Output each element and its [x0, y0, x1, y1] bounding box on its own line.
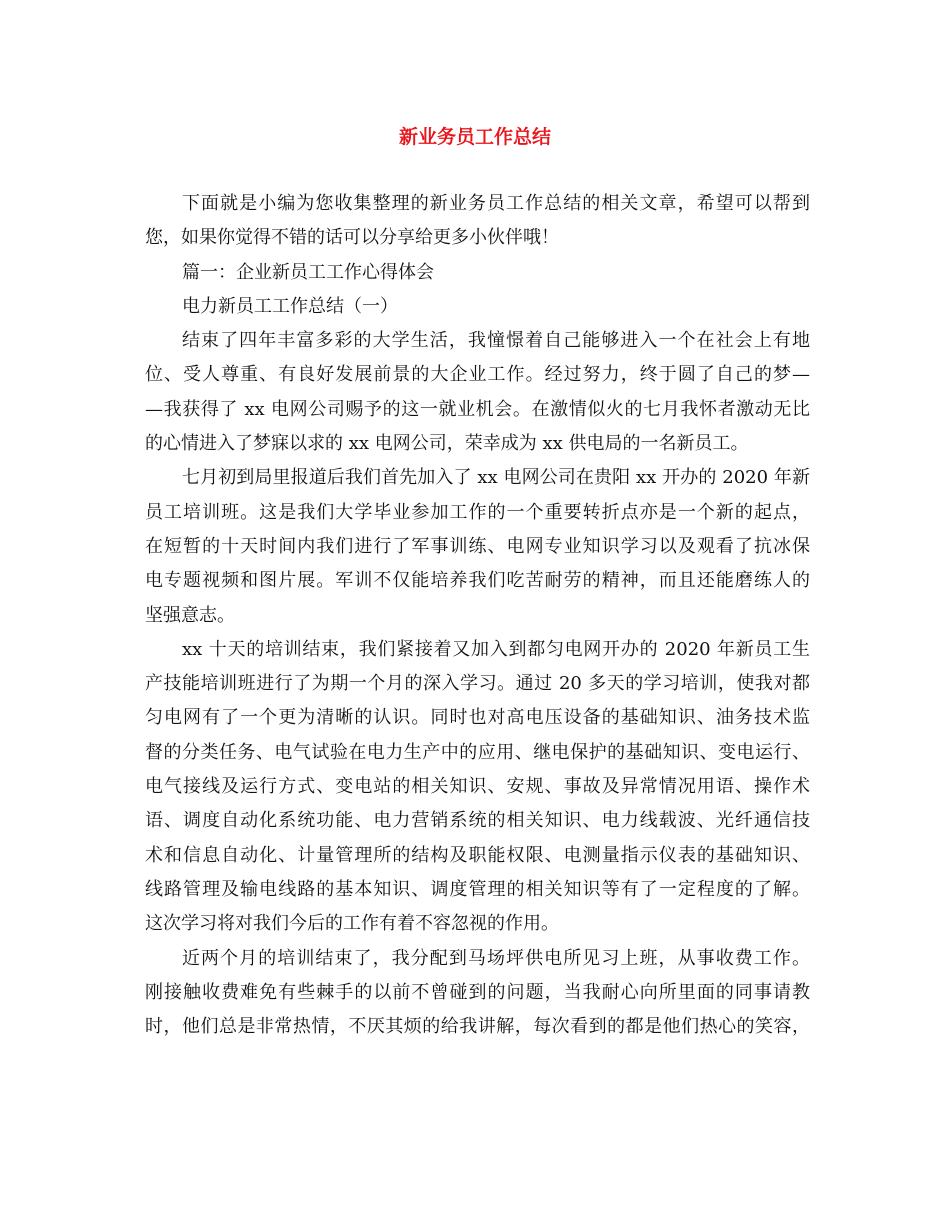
document-title: 新业务员工作总结 [398, 126, 551, 148]
text-line: 在短暂的十天时间内我们进行了军事训练、电网专业知识学习以及观看了抗冰保 [145, 535, 810, 557]
document-body [145, 187, 810, 1044]
text-line: 您，如果你觉得不错的话可以分享给更多小伙伴哦！ [145, 227, 559, 249]
text-line: 语、调度自动化系统功能、电力营销系统的相关知识、电力线载波、光纤通信技 [145, 810, 810, 832]
text-line: 术和信息自动化、计量管理所的结构及职能权限、电测量指示仪表的基础知识、 [145, 844, 810, 866]
text-line: 七月初到局里报道后我们首先加入了 xx 电网公司在贵阳 xx 开办的 2020 年新 [182, 467, 810, 489]
text-line: 下面就是小编为您收集整理的新业务员工作总结的相关文章，希望可以帮到 [182, 193, 810, 214]
text-line: 刚接触收费难免有些棘手的以前不曾碰到的问题，当我耐心向所里面的同事请教 [145, 981, 810, 1003]
text-line: 位、受人尊重、有良好发展前景的大企业工作。经过努力，终于圆了自己的梦— [145, 364, 810, 386]
text-line: 篇一：企业新员工工作心得体会 [182, 261, 434, 283]
text-line: xx 十天的培训结束，我们紧接着又加入到都匀电网开办的 2020 年新员工生 [182, 638, 810, 660]
text-line: 线路管理及输电线路的基本知识、调度管理的相关知识等有了一定程度的了解。 [145, 878, 810, 900]
text-line: 这次学习将对我们今后的工作有着不容忽视的作用。 [145, 913, 559, 935]
text-line: 产技能培训班进行了为期一个月的深入学习。通过 20 多天的学习培训，使我对都 [145, 673, 810, 695]
text-line: 电专题视频和图片展。军训不仅能培养我们吃苦耐劳的精神，而且还能磨练人的 [145, 570, 810, 592]
text-line: 员工培训班。这是我们大学毕业参加工作的一个重要转折点亦是一个新的起点， [145, 501, 810, 523]
text-line: 近两个月的培训结束了，我分配到马场坪供电所见习上班，从事收费工作。 [182, 947, 810, 969]
text-line: 的心情进入了梦寐以求的 xx 电网公司，荣幸成为 xx 供电局的一名新员工。 [145, 433, 749, 455]
text-line: 时，他们总是非常热情，不厌其烦的给我讲解，每次看到的都是他们热心的笑容， [145, 1016, 810, 1038]
text-line: 匀电网有了一个更为清晰的认识。同时也对高电压设备的基础知识、油务技术监 [145, 707, 810, 729]
text-line: 坚强意志。 [145, 604, 235, 626]
text-line: 电力新员工工作总结（一） [182, 295, 398, 317]
text-line: —我获得了 xx 电网公司赐予的这一就业机会。在激情似火的七月我怀者激动无比 [145, 398, 810, 420]
text-line: 督的分类任务、电气试验在电力生产中的应用、继电保护的基础知识、变电运行、 [145, 741, 810, 763]
text-line: 电气接线及运行方式、变电站的相关知识、安规、事故及异常情况用语、操作术 [145, 776, 810, 798]
text-line: 结束了四年丰富多彩的大学生活，我憧憬着自己能够进入一个在社会上有地 [182, 330, 810, 352]
